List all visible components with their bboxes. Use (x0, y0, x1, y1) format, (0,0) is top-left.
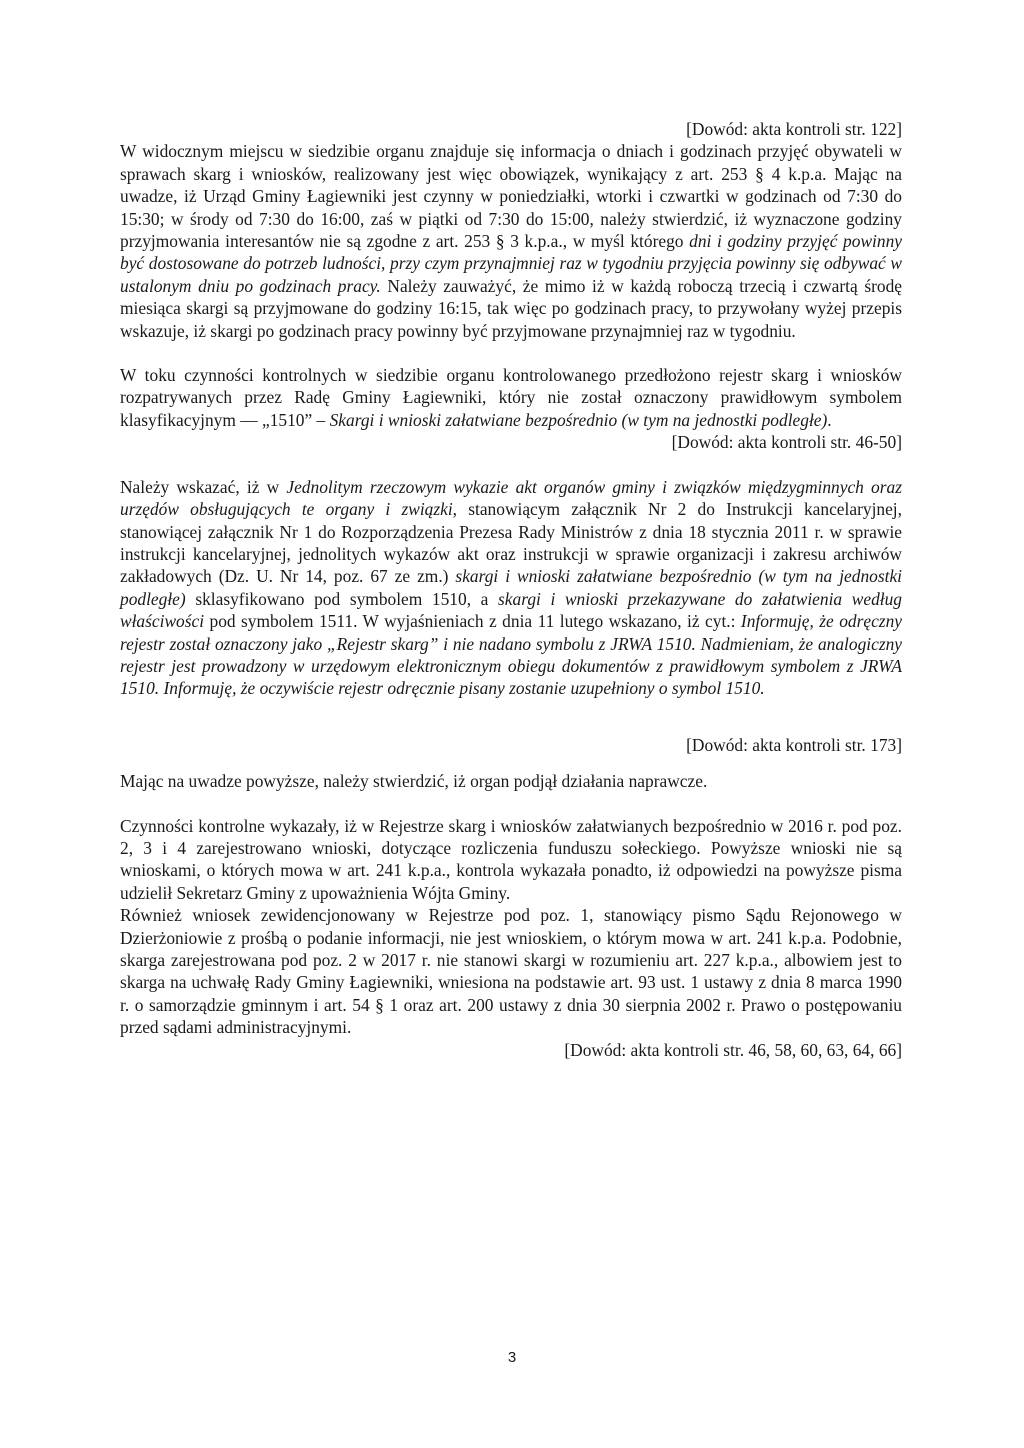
paragraph-sołecki-fund: Czynności kontrolne wykazały, iż w Rejestrze skarg i wniosków załatwianych bezpośrednio w 2016 r. pod poz. 2, 3 i 4 zarejestrowano wnioski, dotyczące rozliczenia funduszu sołeckiego. Powyższe wnioski nie są wnioskami, o których mowa w art. 241 k.p.a., kontrola wykazała ponadto, iż odpowiedzi na powyższe pisma udzielił Sekretarz Gminy z upoważnienia Wójta Gminy. (120, 815, 902, 903)
evidence-reference-2: [Dowód: akta kontroli str. 46-50] (671, 432, 902, 453)
paragraph-court-letter: Również wniosek zewidencjonowany w Rejestrze pod poz. 1, stanowiący pismo Sądu Rejonowego w Dzierżoniowie z prośbą o podanie informacji, nie jest wnioskiem, o którym mowa w art. 241 k.p.a. Podobnie, skarga zarejestrowana pod poz. 2 w 2017 r. nie stanowi skargi w rozumieniu art. 227 k.p.a., albowiem jest to skarga na uchwałę Rady Gminy Łagiewniki, wniesiona na podstawie art. 93 ust. 1 ustawy z dnia 8 marca 1990 r. o samorządzie gminnym i art. 54 § 1 oraz art. 200 ustawy z dnia 30 sierpnia 2002 r. Prawo o postępowaniu przed sądami administracyjnymi. (120, 905, 902, 1038)
register-text-end: . (827, 409, 832, 430)
jrwa-text-1: Należy wskazać, iż w (120, 476, 287, 497)
office-hours-text: W widocznym miejscu w siedzibie organu znajduje się informacja o dniach i godzinach przyjęć obywateli w sprawach skarg i wniosków, realizowany jest więc obowiązek, wynikający z art. 253 § 4 k.p.a. Mając na uwadze, iż Urząd Gminy Łagiewniki jest czynny w poniedziałki, wtorki i czwartki w godzinach od 7:30 do 15:30; w środy od 7:30 do 16:00, zaś w piątki od 7:30 do 15:00, należy stwierdzić, iż wyznaczone godziny przyjmowania interesantów nie są zgodne z art. 253 § 3 k.p.a., w myśl którego (120, 141, 902, 252)
evidence-reference-4: [Dowód: akta kontroli str. 46, 58, 60, 63, 64, 66] (564, 1039, 902, 1060)
jrwa-explanation-quote: Informuję, że odręczny rejestr został oznaczony jako „Rejestr skarg” i nie nadano symbolu z JRWA 1510. Nadmieniam, że analogiczny rejestr jest prowadzony w urzędowym elektronicznym obiegu dokumentów z prawidłowym symbolem z JRWA 1510. Informuję, że oczywiście rejestr odręcznie pisany zostanie uzupełniony o symbol 1510. (120, 611, 902, 699)
jrwa-category-1511: skargi i wnioski przekazywane do załatwienia według właściwości (120, 588, 902, 632)
jrwa-text-2: , stanowiącym załącznik Nr 2 do Instrukcji kancelaryjnej, stanowiącej załącznik Nr 1 do Rozporządzenia Prezesa Rady Ministrów z dnia 18 stycznia 2011 r. w sprawie instrukcji kancelaryjnej, jednolitych wykazów akt oraz instrukcji w sprawie organizacji i zakresu archiwów zakładowych (Dz. U. Nr 14, poz. 67 ze zm.) (120, 499, 902, 587)
office-hours-legal-quote: dni i godziny przyjęć powinny być dostosowane do potrzeb ludności, przy czym przynajmniej raz w tygodniu przyjęcia powinny się odbywać w ustalonym dniu po godzinach pracy. (120, 231, 902, 296)
paragraph-jrwa (120, 476, 902, 700)
jrwa-wykaz-title: Jednolitym rzeczowym wykazie akt organów gminy i związków międzygminnych oraz urzędów obsługujących te organy i związki (120, 476, 902, 520)
jrwa-category-1510: skargi i wnioski załatwiane bezpośrednio (w tym na jednostki podległe) (120, 566, 902, 609)
office-hours-conclusion: Należy zauważyć, że mimo iż w każdą roboczą trzecią i czwartą środę miesiąca skargi są przyjmowane do godziny 16:15, tak więc po godzinach pracy, to przywołany wyżej przepis wskazuje, iż skargi po godzinach pracy powinny być przyjmowane przynajmniej raz w tygodniu. (120, 275, 902, 341)
evidence-reference-1: [Dowód: akta kontroli str. 122] (686, 119, 902, 139)
document-body (120, 118, 902, 1061)
evidence-reference-3: [Dowód: akta kontroli str. 173] (686, 734, 902, 755)
register-symbol-name: Skargi i wnioski załatwiane bezpośrednio (w tym na jednostki podległe) (329, 409, 828, 430)
paragraph-register (120, 364, 902, 431)
page-number: 3 (507, 1349, 517, 1366)
paragraph-office-hours (120, 140, 902, 342)
jrwa-text-4: pod symbolem 1511. W wyjaśnieniach z dnia 11 lutego wskazano, iż cyt.: (204, 611, 741, 632)
jrwa-text-3: sklasyfikowano pod symbolem 1510, a (185, 588, 499, 609)
paragraph-corrective-actions: Mając na uwadze powyższe, należy stwierdzić, iż organ podjął działania naprawcze. (120, 771, 708, 792)
register-text: W toku czynności kontrolnych w siedzibie organu kontrolowanego przedłożono rejestr skarg i wniosków rozpatrywanych przez Radę Gminy Łagiewniki, który nie został oznaczony prawidłowym symbolem klasyfikacyjnym — „1510” – (120, 365, 902, 430)
